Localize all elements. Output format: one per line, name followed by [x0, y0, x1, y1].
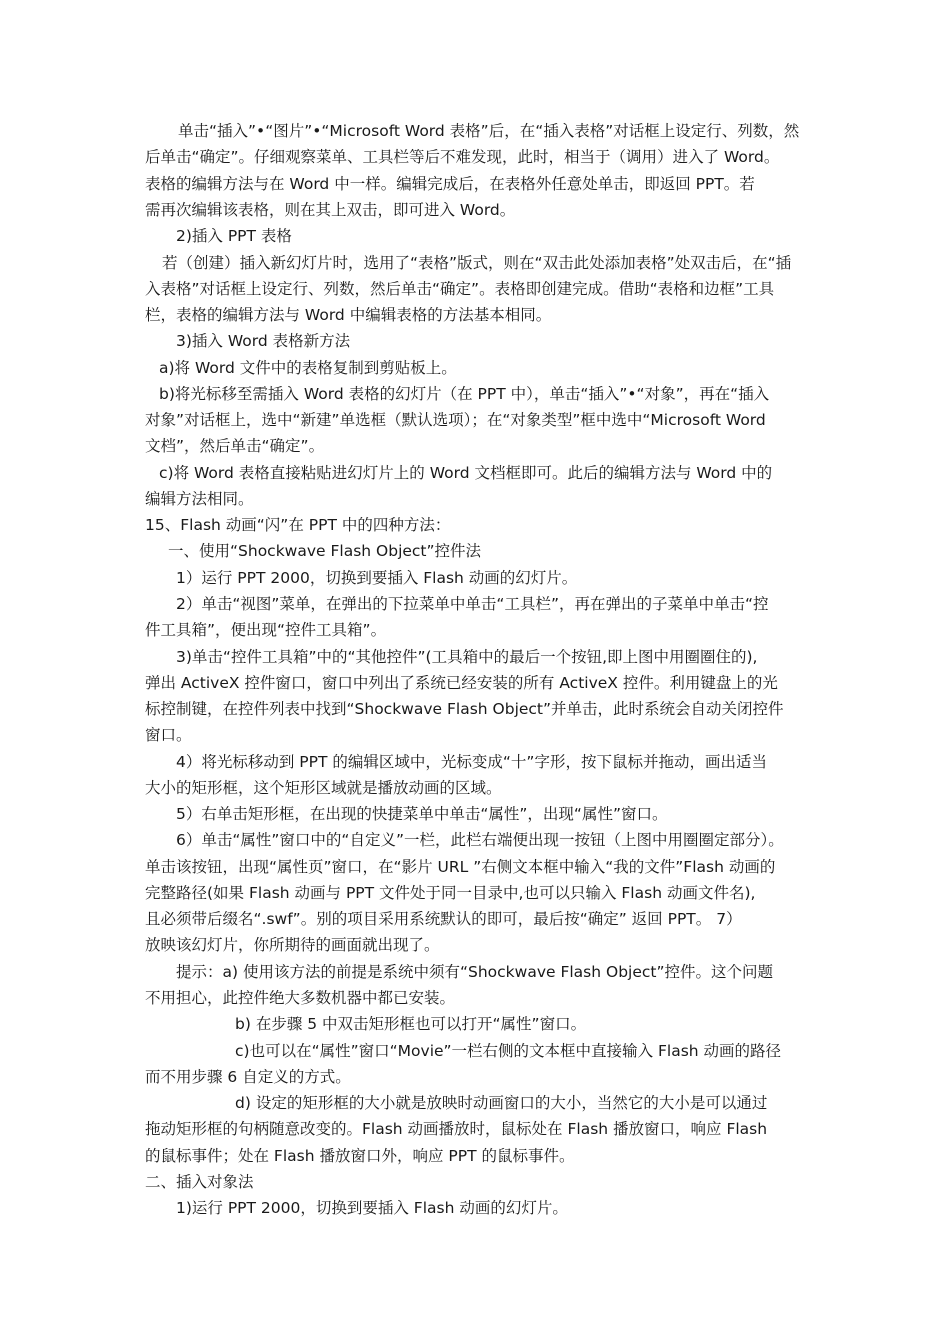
text-line: 编辑方法相同。: [145, 490, 254, 508]
text-line: 完整路径(如果 Flash 动画与 PPT 文件处于同一目录中,也可以只输入 Flash 动画文件名),: [145, 884, 756, 902]
text-line: 若（创建）插入新幻灯片时，选用了“表格”版式，则在“双击此处添加表格”处双击后，在“插: [162, 254, 792, 272]
text-line: 放映该幻灯片，你所期待的画面就出现了。: [145, 936, 440, 954]
text-line: 单击“插入”•“图片”•“Microsoft Word 表格”后，在“插入表格”对话框上设定行、列数，然: [178, 122, 800, 140]
text-line: b) 在步骤 5 中双击矩形框也可以打开“属性”窗口。: [235, 1015, 587, 1033]
text-line: b)将光标移至需插入 Word 表格的幻灯片（在 PPT 中），单击“插入”•“对象”，再在“插入: [159, 385, 770, 403]
text-line: 后单击“确定”。仔细观察菜单、工具栏等后不难发现，此时，相当于（调用）进入了 Word。: [145, 148, 780, 166]
text-line: 弹出 ActiveX 控件窗口，窗口中列出了系统已经安装的所有 ActiveX 控件。利用键盘上的光: [145, 674, 778, 692]
text-line: 且必须带后缀名“.swf”。别的项目采用系统默认的即可，最后按“确定” 返回 PPT。 7）: [145, 910, 742, 928]
section-heading: 2)插入 PPT 表格: [176, 227, 292, 245]
text-line: 栏，表格的编辑方法与 Word 中编辑表格的方法基本相同。: [145, 306, 552, 324]
text-line: 件工具箱”，便出现“控件工具箱”。: [145, 621, 387, 639]
section-heading: 一、使用“Shockwave Flash Object”控件法: [168, 542, 482, 560]
text-line: 文档”，然后单击“确定”。: [145, 437, 325, 455]
text-line: 大小的矩形框，这个矩形区域就是播放动画的区域。: [145, 779, 502, 797]
text-line: 6）单击“属性”窗口中的“自定义”一栏，此栏右端便出现一按钮（上图中用圈圈定部分）。: [176, 831, 784, 849]
section-heading: 二、插入对象法: [145, 1173, 254, 1191]
text-line: 表格的编辑方法与在 Word 中一样。编辑完成后，在表格外任意处单击，即返回 PPT。若: [145, 175, 755, 193]
text-line: 的鼠标事件；处在 Flash 播放窗口外，响应 PPT 的鼠标事件。: [145, 1147, 575, 1165]
section-heading: 15、Flash 动画“闪”在 PPT 中的四种方法：: [145, 516, 451, 534]
text-line: 对象”对话框上，选中“新建”单选框（默认选项）；在“对象类型”框中选中“Microsoft Word: [145, 411, 766, 429]
text-line: 2）单击“视图”菜单，在弹出的下拉菜单中单击“工具栏”，再在弹出的子菜单中单击“控: [176, 595, 769, 613]
text-line: 5）右单击矩形框，在出现的快捷菜单中单击“属性”，出现“属性”窗口。: [176, 805, 668, 823]
text-line: 4）将光标移动到 PPT 的编辑区域中，光标变成“十”字形，按下鼠标并拖动，画出适当: [176, 753, 767, 771]
text-line: 单击该按钮，出现“属性页”窗口，在“影片 URL ”右侧文本框中输入“我的文件”Flash 动画的: [145, 858, 776, 876]
text-line: 1）运行 PPT 2000，切换到要插入 Flash 动画的幻灯片。: [176, 569, 578, 587]
text-line: 3)单击“控件工具箱”中的“其他控件”(工具箱中的最后一个按钮,即上图中用圈圈住的),: [176, 648, 758, 666]
text-line: 1)运行 PPT 2000，切换到要插入 Flash 动画的幻灯片。: [176, 1199, 568, 1217]
text-line: c)将 Word 表格直接粘贴进幻灯片上的 Word 文档框即可。此后的编辑方法与 Word 中的: [159, 464, 773, 482]
text-line: c)也可以在“属性”窗口“Movie”一栏右侧的文本框中直接输入 Flash 动画的路径: [235, 1042, 782, 1060]
section-heading: 3)插入 Word 表格新方法: [176, 332, 351, 350]
text-line: 需再次编辑该表格，则在其上双击，即可进入 Word。: [145, 201, 516, 219]
text-line: 窗口。: [145, 726, 192, 744]
text-line: 拖动矩形框的句柄随意改变的。Flash 动画播放时，鼠标处在 Flash 播放窗口，响应 Flash: [145, 1120, 768, 1138]
text-line: 而不用步骤 6 自定义的方式。: [145, 1068, 351, 1086]
text-line: 不用担心，此控件绝大多数机器中都已安装。: [145, 989, 456, 1007]
text-line: d) 设定的矩形框的大小就是放映时动画窗口的大小，当然它的大小是可以通过: [235, 1094, 768, 1112]
text-line: 提示：a) 使用该方法的前提是系统中须有“Shockwave Flash Object”控件。这个问题: [176, 963, 774, 981]
text-line: 标控制键，在控件列表中找到“Shockwave Flash Object”并单击，此时系统会自动关闭控件: [145, 700, 784, 718]
text-line: a)将 Word 文件中的表格复制到剪贴板上。: [159, 359, 457, 377]
text-line: 入表格”对话框上设定行、列数，然后单击“确定”。表格即创建完成。借助“表格和边框”工具: [145, 280, 775, 298]
